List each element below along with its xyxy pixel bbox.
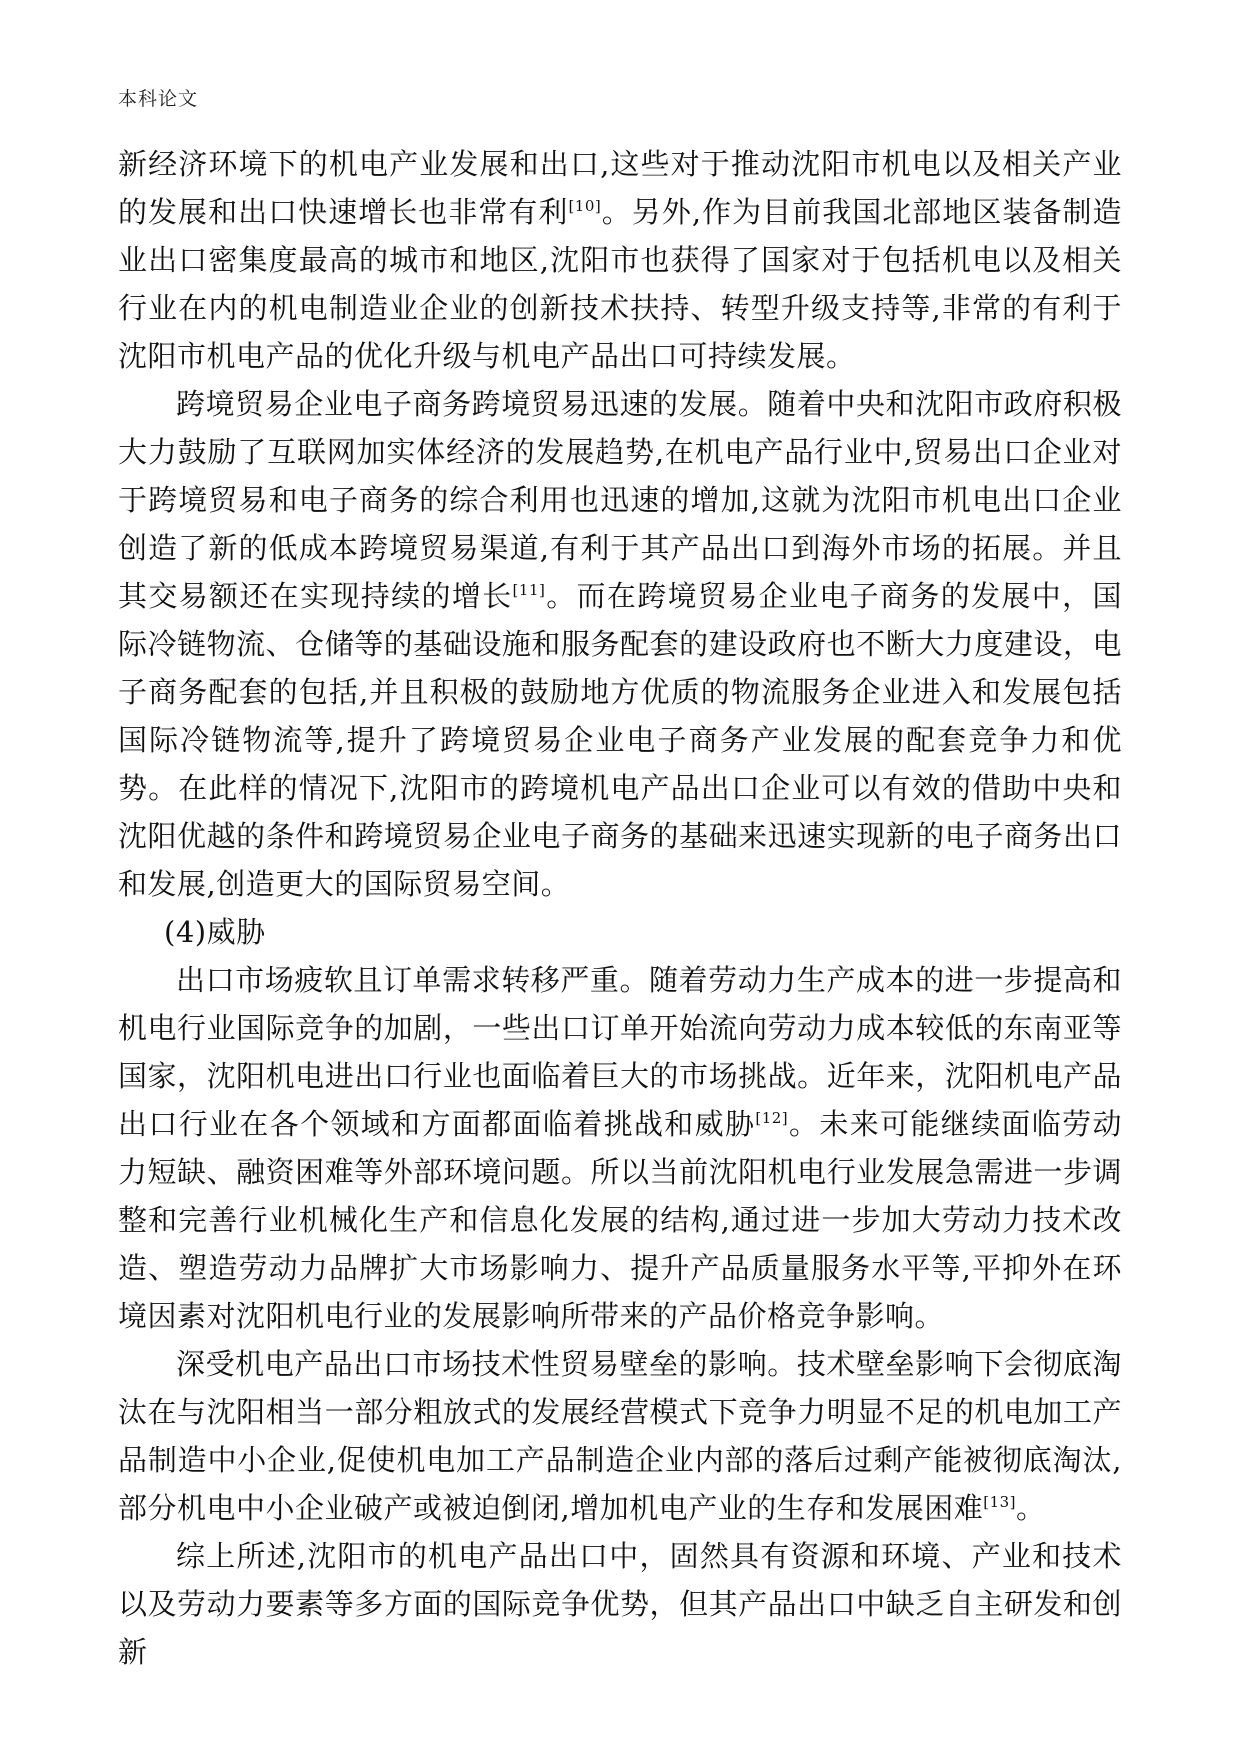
paragraph-3 <box>118 956 1122 1340</box>
paragraph-1 <box>118 140 1122 380</box>
paragraph-2 <box>118 380 1122 908</box>
paragraph-1-text-a: 新经济环境下的机电产业发展和出口,这些对于推动沈阳市机电以及相关产业的发展和出口快速增长也非常有利 <box>118 147 1122 229</box>
paragraph-5-text-a: 综上所述,沈阳市的机电产品出口中，固然具有资源和环境、产业和技术以及劳动力要素等多方面的国际竞争优势，但其产品出口中缺乏自主研发和创新 <box>118 1539 1122 1669</box>
paragraph-1-text-b: 。另外,作为目前我国北部地区装备制造业出口密集度最高的城市和地区,沈阳市也获得了国家对于包括机电以及相关行业在内的机电制造业企业的创新技术扶持、转型升级支持等,非常的有利于沈阳市机电产品的优化升级与机电产品出口可持续发展。 <box>118 195 1122 373</box>
citation-12: [12] <box>755 1109 789 1127</box>
paragraph-2-text-a: 跨境贸易企业电子商务跨境贸易迅速的发展。随着中央和沈阳市政府积极大力鼓励了互联网加实体经济的发展趋势,在机电产品行业中,贸易出口企业对于跨境贸易和电子商务的综合利用也迅速的增加,这就为沈阳市机电出口企业创造了新的低成本跨境贸易渠道,有利于其产品出口到海外市场的拓展。并且其交易额还在实现持续的增长 <box>118 387 1122 613</box>
running-header: 本科论文 <box>118 88 199 110</box>
paragraph-3-text-a: 出口市场疲软且订单需求转移严重。随着劳动力生产成本的进一步提高和机电行业国际竞争的加剧，一些出口订单开始流向劳动力成本较低的东南亚等国家，沈阳机电进出口行业也面临着巨大的市场挑战。近年来，沈阳机电产品出口行业在各个领域和方面都面临着挑战和威胁 <box>118 963 1122 1141</box>
paragraph-4-text-a: 深受机电产品出口市场技术性贸易壁垒的影响。技术壁垒影响下会彻底淘汰在与沈阳相当一部分粗放式的发展经营模式下竞争力明显不足的机电加工产品制造中小企业,促使机电加工产品制造企业内部的落后过剩产能被彻底淘汰,部分机电中小企业破产或被迫倒闭,增加机电产业的生存和发展困难 <box>118 1347 1122 1525</box>
citation-13: [13] <box>983 1493 1017 1511</box>
paragraph-2-text-b: 。而在跨境贸易企业电子商务的发展中，国际冷链物流、仓储等的基础设施和服务配套的建设政府也不断大力度建设，电子商务配套的包括,并且积极的鼓励地方优质的物流服务企业进入和发展包括国际冷链物流等,提升了跨境贸易企业电子商务产业发展的配套竞争力和优势。在此样的情况下,沈阳市的跨境机电产品出口企业可以有效的借助中央和沈阳优越的条件和跨境贸易企业电子商务的基础来迅速实现新的电子商务出口和发展,创造更大的国际贸易空间。 <box>118 579 1122 901</box>
paragraph-4 <box>118 1340 1122 1532</box>
citation-11: [11] <box>512 581 546 599</box>
paragraph-3-text-b: 。未来可能继续面临劳动力短缺、融资困难等外部环境问题。所以当前沈阳机电行业发展急需进一步调整和完善行业机械化生产和信息化发展的结构,通过进一步加大劳动力技术改造、塑造劳动力品牌扩大市场影响力、提升产品质量服务水平等,平抑外在环境因素对沈阳机电行业的发展影响所带来的产品价格竞争影响。 <box>118 1107 1122 1333</box>
section-subheading: (4)威胁 <box>164 915 266 949</box>
body-text <box>118 140 1122 1676</box>
citation-10: [10] <box>568 197 602 215</box>
paragraph-4-text-b: 。 <box>1016 1491 1046 1525</box>
paragraph-5 <box>118 1532 1122 1676</box>
